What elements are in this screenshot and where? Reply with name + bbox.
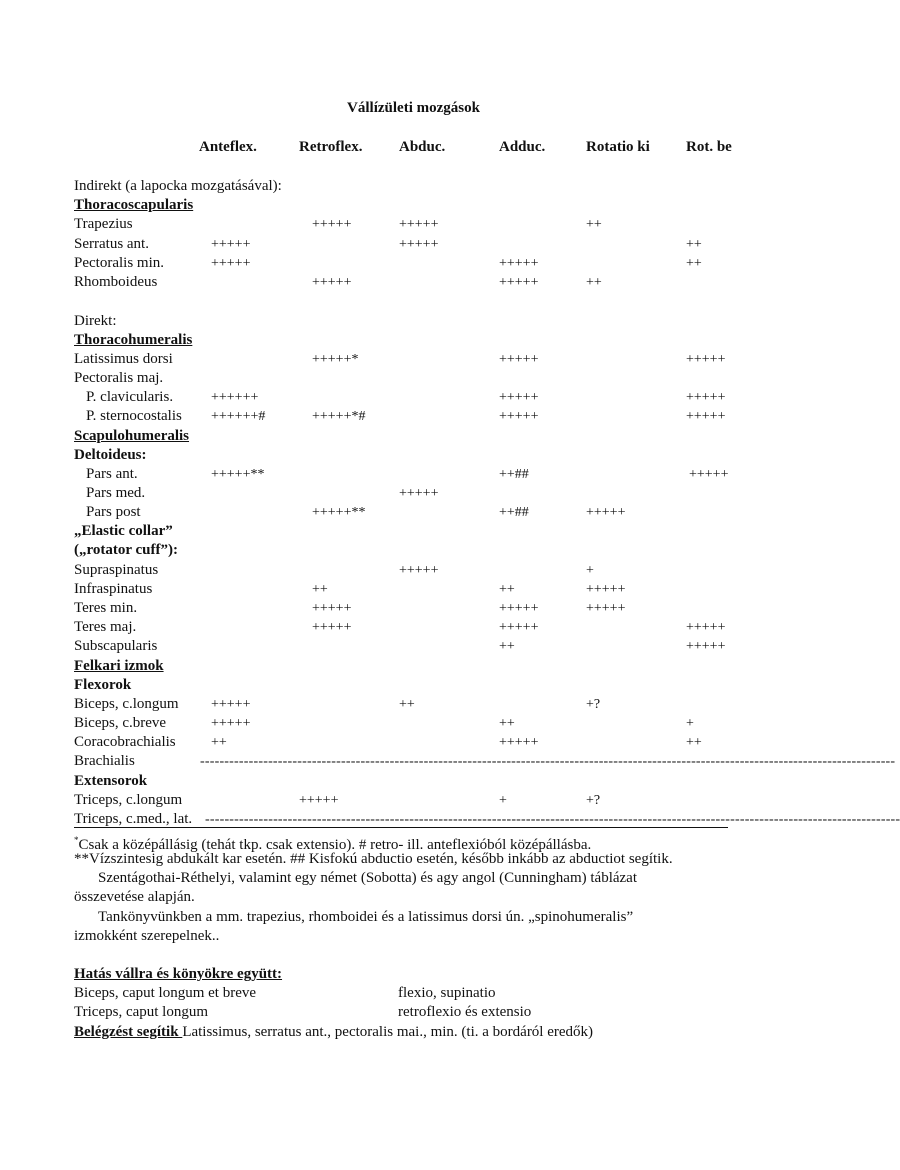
cell-bicepsb-rotbe: +: [686, 716, 694, 731]
cell-bicepsl-anteflex: +++++: [211, 697, 251, 712]
cell-trapezius-abduc: +++++: [399, 217, 439, 232]
table-bottom-rule: [74, 827, 728, 828]
cell-bicepsb-adduc: ++: [499, 716, 515, 731]
row-name-supraspinatus: Supraspinatus: [74, 562, 159, 578]
col-header-rot-be: Rot. be: [686, 139, 732, 155]
row-name-p-sternocostalis: P. sternocostalis: [86, 408, 182, 424]
row-name-brachialis: Brachialis: [74, 753, 135, 769]
cell-teresmin-retroflex: +++++: [312, 601, 352, 616]
row-name-triceps-med: Triceps, c.med., lat.: [74, 811, 193, 827]
row-name-infraspinatus: Infraspinatus: [74, 581, 153, 597]
row-name-pars-post: Pars post: [86, 504, 141, 520]
note-3-line-2: összevetése alapján.: [74, 889, 195, 905]
cell-teresmaj-adduc: +++++: [499, 620, 539, 635]
cell-lat-rotbe: +++++: [686, 352, 726, 367]
combined-biceps-name: Biceps, caput longum et breve: [74, 985, 257, 1001]
row-name-trapezius: Trapezius: [74, 216, 133, 232]
col-header-anteflex: Anteflex.: [199, 139, 257, 155]
cell-infra-rotki: +++++: [586, 582, 626, 597]
breathing-text: Latissimus, serratus ant., pectoralis mai., min. (ti. a bordáról eredők): [182, 1024, 594, 1040]
row-name-teres-maj: Teres maj.: [74, 619, 137, 635]
cell-coraco-rotbe: ++: [686, 735, 702, 750]
cell-pclav-adduc: +++++: [499, 390, 539, 405]
cell-coraco-adduc: +++++: [499, 735, 539, 750]
cell-tricepsl-rotki: +?: [586, 793, 601, 808]
cell-parsmed-abduc: +++++: [399, 486, 439, 501]
cell-pstern-rotbe: +++++: [686, 409, 726, 424]
section-felkari-izmok: Felkari izmok: [74, 658, 164, 674]
cell-rhomb-rotki: ++: [586, 275, 602, 290]
cell-lat-adduc: +++++: [499, 352, 539, 367]
cell-infra-retroflex: ++: [312, 582, 328, 597]
combined-triceps-effect: retroflexio és extensio: [398, 1004, 532, 1020]
note-4-line-2: izmokként szerepelnek..: [74, 928, 220, 944]
direkt-label: Direkt:: [74, 313, 117, 329]
col-header-adduc: Adduc.: [499, 139, 546, 155]
cell-rhomb-retroflex: +++++: [312, 275, 352, 290]
cell-tricepsl-retroflex: +++++: [299, 793, 339, 808]
cell-bicepsl-abduc: ++: [399, 697, 415, 712]
subsection-extensorok: Extensorok: [74, 773, 148, 789]
cell-pectmin-adduc: +++++: [499, 256, 539, 271]
row-name-latissimus: Latissimus dorsi: [74, 351, 173, 367]
cell-parsant-rotbe: +++++: [689, 467, 729, 482]
subsection-rotator-cuff: („rotator cuff”):: [74, 542, 178, 558]
row-name-triceps-longum: Triceps, c.longum: [74, 792, 183, 808]
row-name-pars-ant: Pars ant.: [86, 466, 138, 482]
row-name-biceps-longum: Biceps, c.longum: [74, 696, 179, 712]
section-scapulohumeralis: Scapulohumeralis: [74, 428, 190, 444]
combined-triceps-name: Triceps, caput longum: [74, 1004, 209, 1020]
cell-parsant-adduc: ++##: [499, 467, 529, 482]
cell-teresmin-rotki: +++++: [586, 601, 626, 616]
cell-serratus-abduc: +++++: [399, 237, 439, 252]
note-3-line-1: Szentágothai-Réthelyi, valamint egy német (Sobotta) és agy angol (Cunningham) táblázat: [98, 870, 638, 886]
footnote-2: **Vízszintesig abdukált kar esetén. ## Kisfokú abductio esetén, később inkább az abductiot segítik.: [74, 851, 673, 867]
footnote-star: *: [74, 835, 79, 845]
cell-tricepsl-adduc: +: [499, 793, 507, 808]
cell-bicepsl-rotki: +?: [586, 697, 601, 712]
col-header-rotatio-ki: Rotatio ki: [586, 139, 650, 155]
cell-lat-retroflex: +++++*: [312, 352, 359, 367]
row-name-pars-med: Pars med.: [86, 485, 146, 501]
cell-teresmaj-rotbe: +++++: [686, 620, 726, 635]
section-thoracoscapularis: Thoracoscapularis: [74, 197, 194, 213]
cell-trapezius-retroflex: +++++: [312, 217, 352, 232]
indirekt-label: Indirekt (a lapocka mozgatásával):: [74, 178, 282, 194]
cell-teresmaj-retroflex: +++++: [312, 620, 352, 635]
cell-coraco-anteflex: ++: [211, 735, 227, 750]
cell-bicepsb-anteflex: +++++: [211, 716, 251, 731]
row-name-serratus: Serratus ant.: [74, 236, 149, 252]
row-name-p-clavicularis: P. clavicularis.: [86, 389, 174, 405]
section-thoracohumeralis: Thoracohumeralis: [74, 332, 193, 348]
cell-subscap-adduc: ++: [499, 639, 515, 654]
row-name-biceps-breve: Biceps, c.breve: [74, 715, 167, 731]
cell-parspost-rotki: +++++: [586, 505, 626, 520]
brachialis-dash-line: -----------------------------------------------------------------------------------------------------------------------------------------------: [200, 754, 896, 769]
subsection-deltoideus: Deltoideus:: [74, 447, 147, 463]
col-header-retroflex: Retroflex.: [299, 139, 363, 155]
cell-pstern-retroflex: +++++*#: [312, 409, 366, 424]
cell-pstern-anteflex: ++++++#: [211, 409, 266, 424]
row-name-rhomboideus: Rhomboideus: [74, 274, 158, 290]
row-name-pectoralis-maj: Pectoralis maj.: [74, 370, 164, 386]
col-header-abduc: Abduc.: [399, 139, 446, 155]
row-name-pectoralis-min: Pectoralis min.: [74, 255, 164, 271]
cell-pectmin-anteflex: +++++: [211, 256, 251, 271]
cell-pectmin-rotbe: ++: [686, 256, 702, 271]
combined-heading: Hatás vállra és könyökre együtt:: [74, 966, 283, 982]
combined-biceps-effect: flexio, supinatio: [398, 985, 496, 1001]
cell-serratus-anteflex: +++++: [211, 237, 251, 252]
cell-pclav-anteflex: ++++++: [211, 390, 259, 405]
cell-rhomb-adduc: +++++: [499, 275, 539, 290]
cell-pclav-rotbe: +++++: [686, 390, 726, 405]
cell-parspost-retroflex: +++++**: [312, 505, 366, 520]
triceps-dash-line: -----------------------------------------------------------------------------------------------------------------------------------------------: [205, 812, 900, 827]
cell-parsant-anteflex: +++++**: [211, 467, 265, 482]
cell-trapezius-rotki: ++: [586, 217, 602, 232]
cell-parspost-adduc: ++##: [499, 505, 529, 520]
row-name-coracobrachialis: Coracobrachialis: [74, 734, 176, 750]
page-title: Vállízületi mozgások: [347, 100, 480, 116]
footnote-1-text: Csak a középállásig (tehát tkp. csak extensio). # retro- ill. anteflexióból középállásba.: [78, 837, 592, 853]
row-name-teres-min: Teres min.: [74, 600, 138, 616]
cell-serratus-rotbe: ++: [686, 237, 702, 252]
cell-supra-rotki: +: [586, 563, 594, 578]
cell-subscap-rotbe: +++++: [686, 639, 726, 654]
breathing-label: Belégzést segítik: [74, 1024, 183, 1040]
subsection-flexorok: Flexorok: [74, 677, 132, 693]
breathing-line: [74, 1023, 593, 1042]
cell-pstern-adduc: +++++: [499, 409, 539, 424]
cell-teresmin-adduc: +++++: [499, 601, 539, 616]
row-name-subscapularis: Subscapularis: [74, 638, 158, 654]
subsection-elastic-collar: „Elastic collar”: [74, 523, 173, 539]
cell-infra-adduc: ++: [499, 582, 515, 597]
cell-supra-abduc: +++++: [399, 563, 439, 578]
note-4-line-1: Tankönyvünkben a mm. trapezius, rhomboidei és a latissimus dorsi ún. „spinohumeralis”: [98, 909, 634, 925]
